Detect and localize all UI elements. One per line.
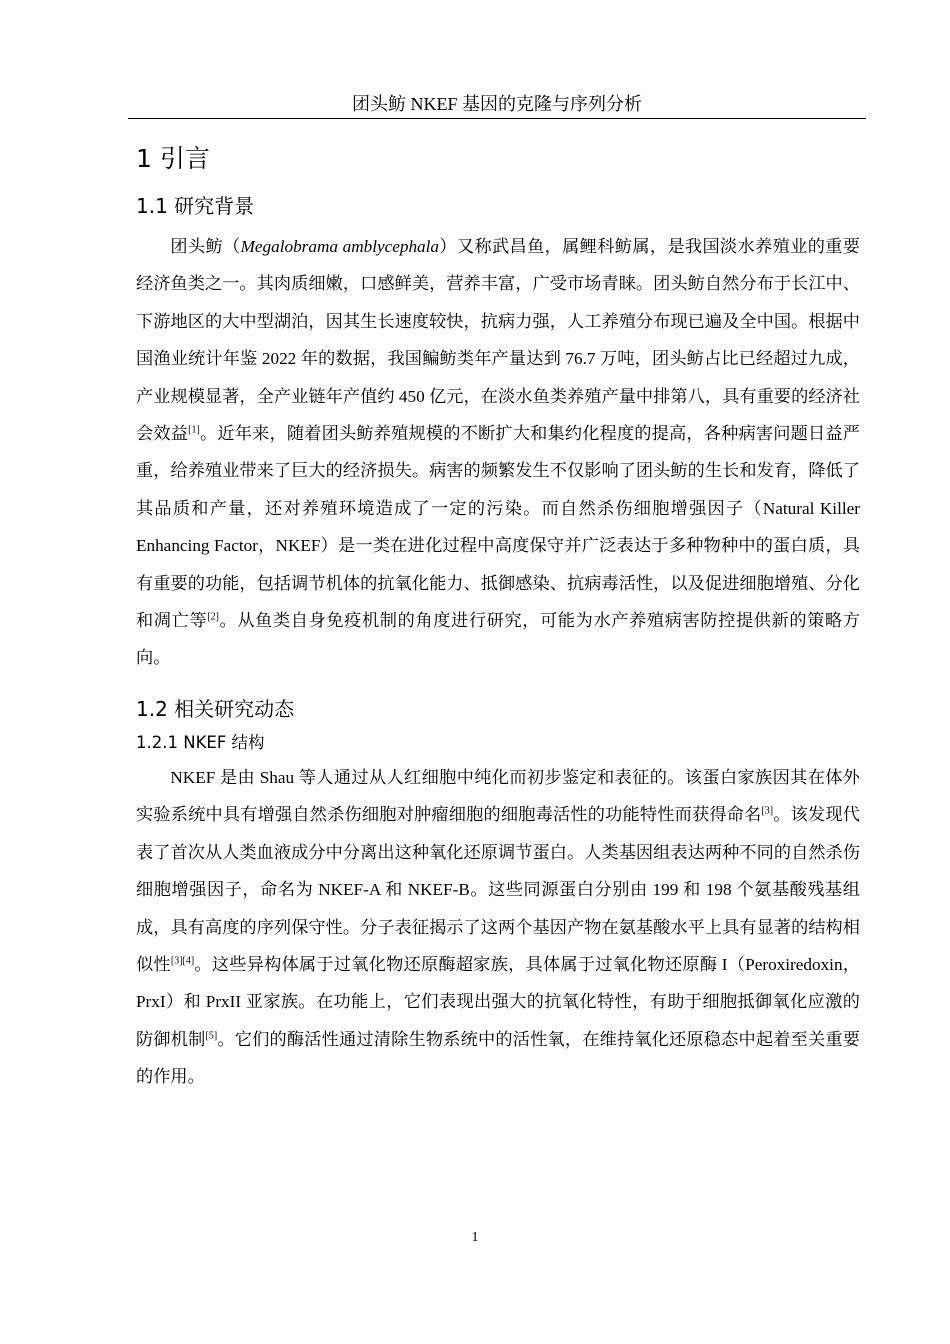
section-1-1-paragraph <box>136 228 860 677</box>
section-1-2-1-paragraph <box>136 759 860 1096</box>
page-number: 1 <box>471 1230 479 1245</box>
text-run: ）又称武昌鱼，属鲤科鲂属，是我国淡水养殖业的重要经济鱼类之一。其肉质细嫩，口感鲜美，营养丰富，广受市场青睐。团头鲂自然分布于长江中、下游地区的大中型湖泊，因其生长速度较快，抗病力强，人工养殖分布现已遍及全中国。根据中国渔业统计年鉴 2022 年的数据，我国鳊鲂类年产量达到 76.7 万吨，团头鲂占比已经超过九成，产业规模显著，全产业链年产值约 450 亿元，在淡水鱼类养殖产量中排第八，具有重要的经济社会效益 <box>136 237 860 444</box>
citation-ref: [2] <box>207 611 219 623</box>
section-1-2-title: 1.2 相关研究动态 <box>136 696 295 721</box>
chapter-title: 1 引言 <box>136 144 210 173</box>
citation-ref: [5] <box>205 1029 218 1041</box>
text-run: 。近年来，随着团头鲂养殖规模的不断扩大和集约化程度的提高，各种病害问题日益严重，给养殖业带来了巨大的经济损失。病害的频繁发生不仅影响了团头鲂的生长和发育，降低了其品质和产量，还对养殖环境造成了一定的污染。而自然杀伤细胞增强因子（Natural Killer Enhancing Factor，NKEF）是一类在进化过程中高度保守并广泛表达于多种物种中的蛋白质，具有重要的功能，包括调节机体的抗氧化能力、抵御感染、抗病毒活性，以及促进细胞增殖、分化和凋亡等 <box>136 424 860 631</box>
main-content <box>136 142 860 1096</box>
citation-ref: [1] <box>188 424 200 436</box>
section-1-2-1-title: 1.2.1 NKEF 结构 <box>136 732 265 752</box>
text-run: 。这些异构体属于过氧化物还原酶超家族，具体属于过氧化物还原酶 I（Peroxiredoxin，PrxI）和 PrxII 亚家族。在功能上，它们表现出强大的抗氧化特性，有助于细胞抵御氧化应激的防御机制 <box>136 954 860 1049</box>
text-run: 。它们的酶活性通过清除生物系统中的活性氧，在维持氧化还原稳态中起着至关重要的作用。 <box>136 1029 860 1087</box>
text-run: 。该发现代表了首次从人类血液成分中分离出这种氧化还原调节蛋白。人类基因组表达两种不同的自然杀伤细胞增强因子，命名为 NKEF-A 和 NKEF-B。这些同源蛋白分别由 199 和 198 个氨基酸残基组成，具有高度的序列保守性。分子表征揭示了这两个基因产物在氨基酸水平上具有显著的结构相似性 <box>136 805 860 974</box>
citation-ref: [3] <box>761 805 774 817</box>
section-1-1-title: 1.1 研究背景 <box>136 194 255 218</box>
text-run: 团头鲂（ <box>170 237 241 256</box>
citation-ref: [3][4] <box>170 955 195 967</box>
text-run: 。从鱼类自身免疫机制的角度进行研究，可能为水产养殖病害防控提供新的策略方向。 <box>136 611 860 668</box>
species-name: Megalobrama amblycephala <box>240 237 440 256</box>
running-header: 团头鲂 NKEF 基因的克隆与序列分析 <box>351 94 642 114</box>
header-rule <box>128 118 866 119</box>
text-run: NKEF 是由 Shau 等人通过从人红细胞中纯化而初步鉴定和表征的。该蛋白家族因其在体外实验系统中具有增强自然杀伤细胞对肿瘤细胞的细胞毒活性的功能特性而获得命名 <box>136 767 860 825</box>
